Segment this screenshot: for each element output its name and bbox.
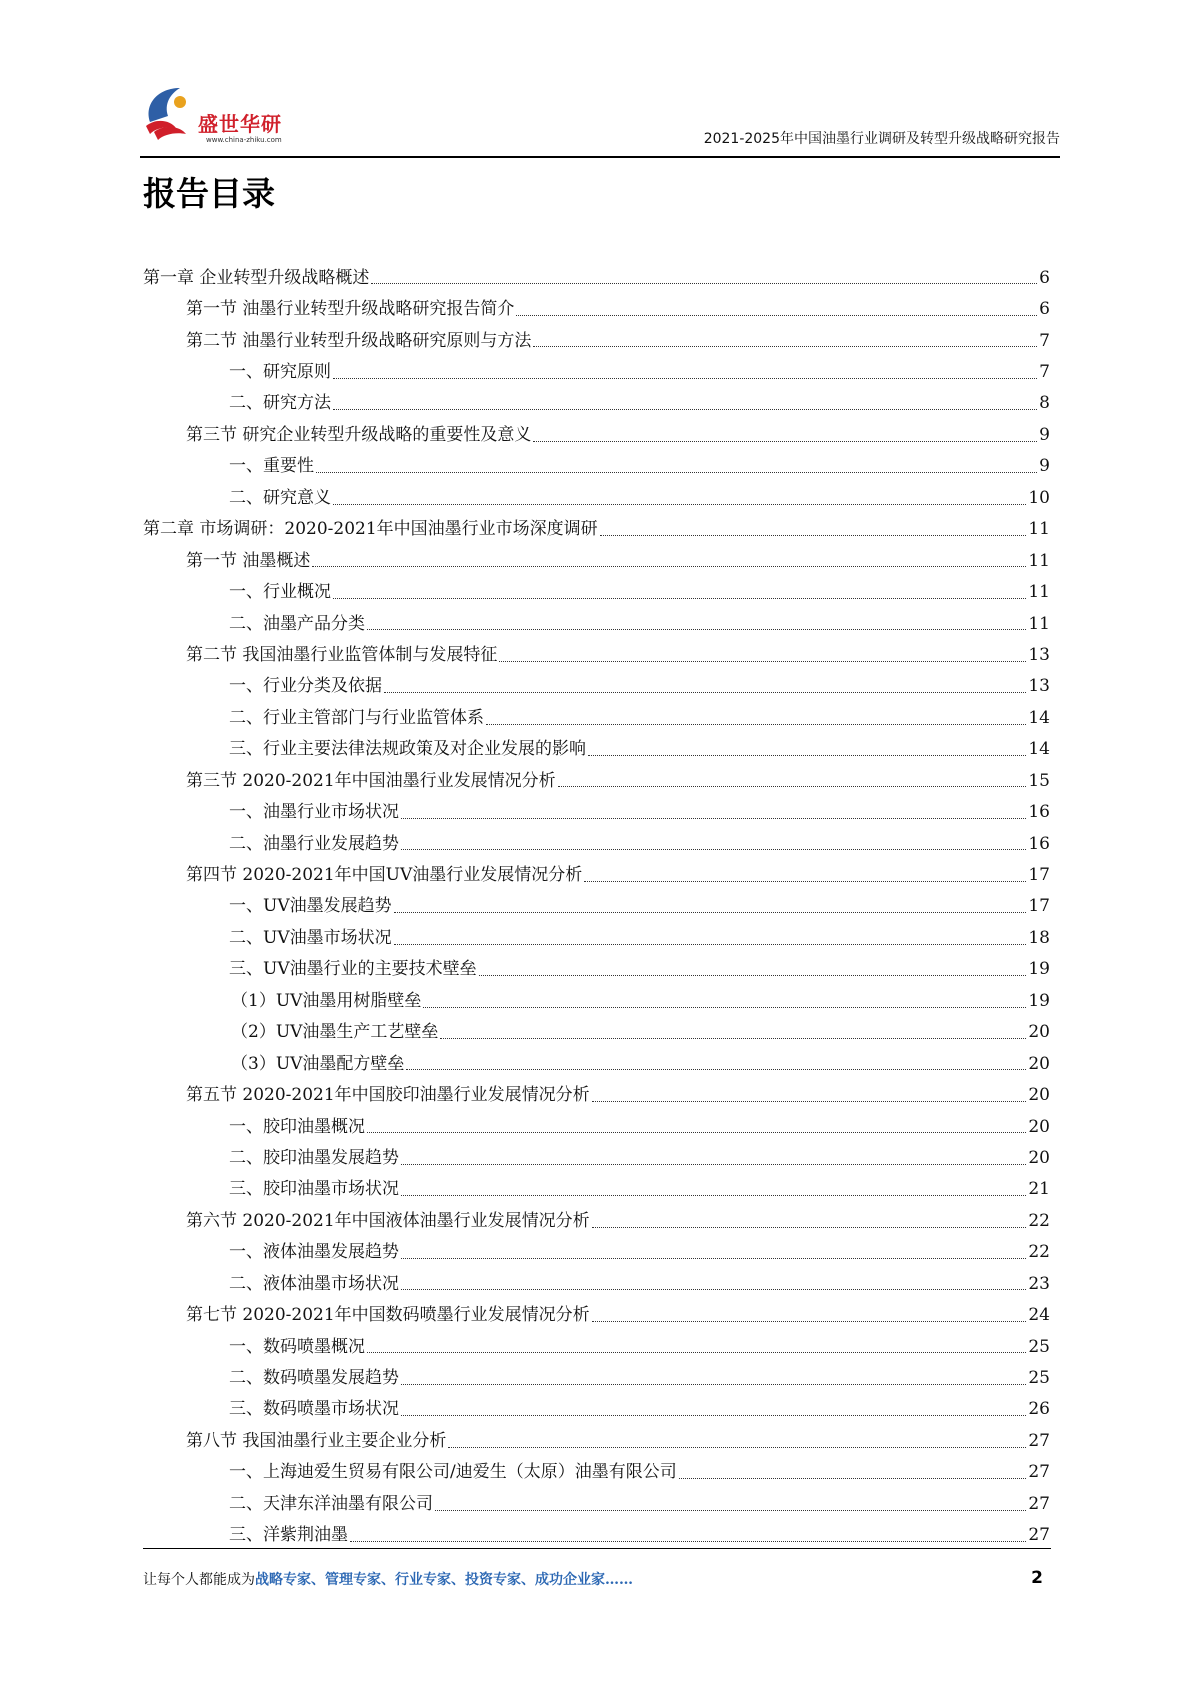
toc-entry-page: 27: [1028, 1462, 1050, 1483]
toc-dot-leader: [367, 1131, 1026, 1133]
toc-entry-page: 8: [1039, 393, 1050, 414]
toc-entry-label: 二、行业主管部门与行业监管体系: [229, 707, 484, 728]
toc-entry-page: 23: [1028, 1273, 1050, 1294]
toc-entry-page: 11: [1028, 550, 1050, 571]
toc-dot-leader: [401, 1383, 1026, 1385]
toc-entry-page: 21: [1028, 1179, 1050, 1200]
toc-entry-label: 二、数码喷墨发展趋势: [229, 1368, 399, 1389]
toc-entry-page: 22: [1028, 1210, 1050, 1231]
toc-entry-label: 第三节 2020-2021年中国油墨行业发展情况分析: [186, 770, 556, 791]
toc-entry-page: 7: [1039, 362, 1050, 383]
toc-entry-page: 13: [1028, 644, 1050, 665]
toc-entry-page: 7: [1039, 330, 1050, 351]
toc-entry[interactable]: [143, 1237, 1050, 1268]
toc-dot-leader: [401, 1288, 1026, 1290]
toc-entry-page: 20: [1028, 1147, 1050, 1168]
toc-entry-label: 三、数码喷墨市场状况: [229, 1399, 399, 1420]
toc-entry-page: 6: [1039, 299, 1050, 320]
toc-entry[interactable]: [143, 325, 1050, 356]
toc-entry-page: 10: [1028, 487, 1050, 508]
toc-entry-label: 一、重要性: [229, 456, 314, 477]
toc-dot-leader: [401, 1414, 1026, 1416]
logo-name: 盛世华研: [198, 112, 282, 136]
toc-dot-leader: [384, 691, 1026, 693]
toc-dot-leader: [401, 1257, 1026, 1259]
page-footer: [143, 1548, 1051, 1588]
toc-dot-leader: [367, 1351, 1026, 1353]
toc-dot-leader: [350, 1540, 1026, 1542]
toc-dot-leader: [679, 1477, 1027, 1479]
toc-entry[interactable]: [143, 671, 1050, 702]
toc-entry[interactable]: [143, 1205, 1050, 1236]
toc-entry-label: 第八节 我国油墨行业主要企业分析: [186, 1430, 447, 1451]
toc-entry-page: 26: [1028, 1399, 1050, 1420]
toc-entry[interactable]: [143, 1362, 1050, 1393]
page-number: 2: [1031, 1568, 1043, 1588]
toc-entry-label: 第二章 市场调研：2020-2021年中国油墨行业市场深度调研: [143, 519, 598, 540]
page-title: 报告目录: [143, 174, 275, 213]
toc-entry-label: 一、胶印油墨概况: [229, 1116, 365, 1137]
toc-entry[interactable]: [143, 1048, 1050, 1079]
toc-entry[interactable]: [143, 702, 1050, 733]
toc-entry-page: 16: [1028, 833, 1050, 854]
toc-dot-leader: [600, 534, 1027, 536]
toc-entry-label: 二、胶印油墨发展趋势: [229, 1147, 399, 1168]
toc-entry[interactable]: [143, 985, 1050, 1016]
toc-dot-leader: [312, 565, 1026, 567]
toc-dot-leader: [401, 1194, 1026, 1196]
toc-entry-page: 6: [1039, 267, 1050, 288]
page-header: [140, 80, 1060, 158]
footer-slogan-prefix: 让每个人都能成为: [143, 1572, 255, 1588]
toc-dot-leader: [533, 345, 1037, 347]
toc-entry-page: 20: [1028, 1116, 1050, 1137]
toc-entry-label: 二、研究意义: [229, 487, 331, 508]
toc-entry-page: 18: [1028, 927, 1050, 948]
toc-dot-leader: [316, 471, 1037, 473]
toc-entry-label: 二、油墨行业发展趋势: [229, 833, 399, 854]
logo-url: www.china-zhiku.com: [206, 136, 282, 144]
toc-dot-leader: [401, 1163, 1026, 1165]
toc-entry[interactable]: [143, 1079, 1050, 1110]
toc-entry[interactable]: [143, 1142, 1050, 1173]
toc-entry-page: 22: [1028, 1242, 1050, 1263]
toc-entry[interactable]: [143, 1425, 1050, 1456]
toc-entry-label: 第三节 研究企业转型升级战略的重要性及意义: [186, 424, 532, 445]
toc-entry[interactable]: [143, 922, 1050, 953]
toc-dot-leader: [558, 785, 1027, 787]
toc-dot-leader: [479, 974, 1027, 976]
toc-dot-leader: [486, 723, 1026, 725]
toc-entry-label: 二、油墨产品分类: [229, 613, 365, 634]
toc-entry[interactable]: [143, 608, 1050, 639]
toc-entry-label: 二、液体油墨市场状况: [229, 1273, 399, 1294]
toc-entry[interactable]: [143, 419, 1050, 450]
toc-dot-leader: [440, 1037, 1026, 1039]
toc-entry-label: 第六节 2020-2021年中国液体油墨行业发展情况分析: [186, 1210, 590, 1231]
toc-entry-page: 19: [1028, 959, 1050, 980]
toc-entry-label: 二、UV油墨市场状况: [229, 927, 392, 948]
toc-entry-page: 27: [1028, 1430, 1050, 1451]
footer-divider: [143, 1548, 1051, 1549]
toc-dot-leader: [588, 754, 1026, 756]
toc-dot-leader: [401, 848, 1026, 850]
toc-entry-label: （2）UV油墨生产工艺壁垒: [231, 1022, 439, 1043]
toc-dot-leader: [401, 817, 1026, 819]
toc-dot-leader: [333, 597, 1026, 599]
toc-dot-leader: [394, 911, 1027, 913]
company-logo: [140, 82, 340, 152]
toc-entry[interactable]: [143, 1457, 1050, 1488]
toc-entry-label: 三、行业主要法律法规政策及对企业发展的影响: [229, 739, 586, 760]
toc-entry[interactable]: [143, 545, 1050, 576]
toc-entry[interactable]: [143, 482, 1050, 513]
toc-dot-leader: [584, 880, 1026, 882]
toc-entry[interactable]: [143, 1331, 1050, 1362]
toc-entry-label: 三、胶印油墨市场状况: [229, 1179, 399, 1200]
toc-entry-page: 17: [1028, 865, 1050, 886]
toc-dot-leader: [435, 1509, 1026, 1511]
toc-entry-label: 第二节 油墨行业转型升级战略研究原则与方法: [186, 330, 532, 351]
toc-entry-page: 17: [1028, 896, 1050, 917]
toc-dot-leader: [592, 1100, 1027, 1102]
toc-entry-label: （3）UV油墨配方壁垒: [231, 1053, 405, 1074]
toc-dot-leader: [333, 408, 1037, 410]
toc-entry-page: 11: [1028, 613, 1050, 634]
toc-dot-leader: [423, 1006, 1026, 1008]
toc-entry-page: 27: [1028, 1493, 1050, 1514]
toc-dot-leader: [592, 1320, 1027, 1322]
toc-entry-page: 13: [1028, 676, 1050, 697]
toc-entry[interactable]: [143, 1017, 1050, 1048]
toc-entry[interactable]: [143, 859, 1050, 890]
toc-entry-label: 第四节 2020-2021年中国UV油墨行业发展情况分析: [186, 865, 583, 886]
toc-entry-label: 三、洋紫荆油墨: [229, 1525, 348, 1546]
toc-dot-leader: [448, 1446, 1026, 1448]
toc-dot-leader: [499, 660, 1026, 662]
table-of-contents: [143, 262, 1050, 1551]
footer-slogan-highlight: 战略专家、管理专家、行业专家、投资专家、成功企业家……: [255, 1572, 633, 1588]
toc-entry-page: 24: [1028, 1305, 1050, 1326]
toc-entry[interactable]: [143, 828, 1050, 859]
toc-entry[interactable]: [143, 1394, 1050, 1425]
toc-dot-leader: [592, 1226, 1027, 1228]
toc-entry[interactable]: [143, 356, 1050, 387]
toc-entry-page: 16: [1028, 802, 1050, 823]
toc-entry[interactable]: [143, 1488, 1050, 1519]
toc-entry-label: 一、研究原则: [229, 362, 331, 383]
footer-slogan: [143, 1569, 633, 1589]
toc-dot-leader: [371, 282, 1037, 284]
toc-entry[interactable]: [143, 1174, 1050, 1205]
toc-entry-label: 第一章 企业转型升级战略概述: [143, 267, 370, 288]
toc-entry[interactable]: [143, 1268, 1050, 1299]
toc-entry-label: 二、天津东洋油墨有限公司: [229, 1493, 433, 1514]
toc-dot-leader: [394, 943, 1027, 945]
toc-entry-label: 一、液体油墨发展趋势: [229, 1242, 399, 1263]
toc-entry[interactable]: [143, 1111, 1050, 1142]
toc-entry-page: 14: [1028, 739, 1050, 760]
toc-dot-leader: [367, 628, 1026, 630]
toc-entry[interactable]: [143, 639, 1050, 670]
toc-entry-label: 第七节 2020-2021年中国数码喷墨行业发展情况分析: [186, 1305, 590, 1326]
toc-dot-leader: [533, 440, 1037, 442]
toc-dot-leader: [516, 314, 1037, 316]
toc-entry-label: 第一节 油墨行业转型升级战略研究报告简介: [186, 299, 515, 320]
toc-entry-page: 25: [1028, 1368, 1050, 1389]
toc-entry-page: 20: [1028, 1085, 1050, 1106]
toc-entry-label: 一、行业分类及依据: [229, 676, 382, 697]
toc-dot-leader: [406, 1068, 1026, 1070]
toc-entry-label: 一、数码喷墨概况: [229, 1336, 365, 1357]
toc-entry[interactable]: [143, 451, 1050, 482]
toc-entry-page: 11: [1028, 519, 1050, 540]
toc-entry-label: 一、油墨行业市场状况: [229, 802, 399, 823]
toc-entry[interactable]: [143, 1299, 1050, 1330]
toc-entry-page: 19: [1028, 990, 1050, 1011]
toc-dot-leader: [333, 503, 1026, 505]
toc-entry-page: 20: [1028, 1022, 1050, 1043]
toc-entry-label: 第二节 我国油墨行业监管体制与发展特征: [186, 644, 498, 665]
toc-entry-page: 9: [1039, 456, 1050, 477]
toc-entry-page: 25: [1028, 1336, 1050, 1357]
toc-entry[interactable]: [143, 388, 1050, 419]
toc-entry-label: 一、上海迪爱生贸易有限公司/迪爱生（太原）油墨有限公司: [229, 1462, 677, 1483]
toc-entry[interactable]: [143, 765, 1050, 796]
toc-entry[interactable]: [143, 293, 1050, 324]
toc-entry-page: 27: [1028, 1525, 1050, 1546]
toc-entry-page: 14: [1028, 707, 1050, 728]
toc-entry-label: 第五节 2020-2021年中国胶印油墨行业发展情况分析: [186, 1085, 590, 1106]
toc-entry-page: 20: [1028, 1053, 1050, 1074]
toc-entry-page: 9: [1039, 424, 1050, 445]
toc-entry[interactable]: [143, 796, 1050, 827]
toc-entry-label: （1）UV油墨用树脂壁垒: [231, 990, 422, 1011]
header-divider: [140, 156, 1060, 158]
toc-entry-label: 第一节 油墨概述: [186, 550, 311, 571]
toc-entry-label: 三、UV油墨行业的主要技术壁垒: [229, 959, 477, 980]
toc-entry-label: 一、UV油墨发展趋势: [229, 896, 392, 917]
toc-entry[interactable]: [143, 576, 1050, 607]
toc-dot-leader: [333, 377, 1037, 379]
toc-entry[interactable]: [143, 954, 1050, 985]
toc-entry-page: 15: [1028, 770, 1050, 791]
toc-entry-page: 11: [1028, 582, 1050, 603]
toc-entry[interactable]: [143, 262, 1050, 293]
toc-entry[interactable]: [143, 514, 1050, 545]
report-title: 2021-2025年中国油墨行业调研及转型升级战略研究报告: [703, 131, 1060, 147]
toc-entry[interactable]: [143, 1520, 1050, 1551]
toc-entry[interactable]: [143, 891, 1050, 922]
toc-entry-label: 二、研究方法: [229, 393, 331, 414]
toc-entry-label: 一、行业概况: [229, 582, 331, 603]
toc-entry[interactable]: [143, 734, 1050, 765]
